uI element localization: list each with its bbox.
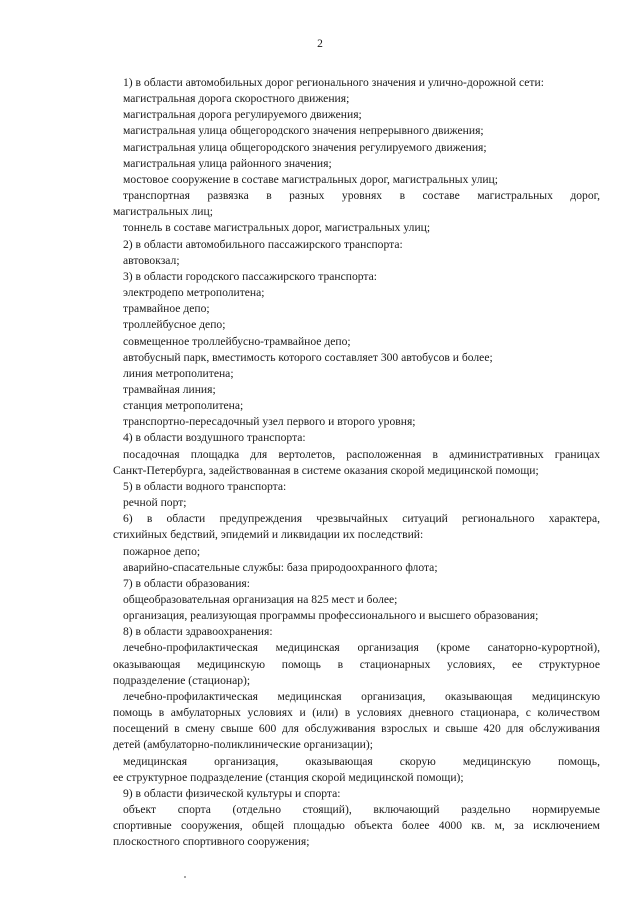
text-line: станция метрополитена; <box>123 399 244 413</box>
text-line: организация, реализующая программы профессионального и высшего образования; <box>123 609 539 623</box>
text-line: трамвайное депо; <box>123 302 210 316</box>
text-line: 6) в области предупреждения чрезвычайных ситуаций регионального характера, <box>123 512 600 526</box>
text-line: помощь в амбулаторных условиях и (или) в условиях дневного стационара, с количеством <box>113 706 600 720</box>
text-line: медицинская организация, оказывающая скорую медицинскую помощь, <box>123 754 600 768</box>
text-line: электродепо метрополитена; <box>123 286 265 300</box>
text-line: магистральная улица районного значения; <box>123 156 332 170</box>
text-line: магистральная дорога регулируемого движения; <box>123 108 362 122</box>
text-line: речной порт; <box>123 496 187 510</box>
text-line: транспортная развязка в разных уровнях в составе магистральных дорог, <box>123 189 600 203</box>
text-line: магистральная улица общегородского значения непрерывного движения; <box>123 124 484 138</box>
text-line: автобусный парк, вместимость которого составляет 300 автобусов и более; <box>123 350 493 364</box>
text-line: лечебно-профилактическая медицинская организация (кроме санаторно-курортной), <box>123 641 600 655</box>
text-line: лечебно-профилактическая медицинская организация, оказывающая медицинскую <box>123 689 600 703</box>
text-line: 1) в области автомобильных дорог регионального значения и улично-дорожной сети: <box>123 76 544 89</box>
text-line: детей (амбулаторно-поликлинические организации); <box>113 738 373 752</box>
text-line: 7) в области образования: <box>123 576 250 590</box>
text-line: ее структурное подразделение (станция скорой медицинской помощи); <box>113 770 464 784</box>
text-line: 2) в области автомобильного пассажирского транспорта: <box>123 237 403 251</box>
document-body <box>113 75 600 851</box>
text-line: мостовое сооружение в составе магистральных дорог, магистральных улиц; <box>123 172 498 186</box>
text-line: 8) в области здравоохранения: <box>123 625 273 639</box>
text-line: 4) в области воздушного транспорта: <box>123 431 306 445</box>
text-line: плоскостного спортивного сооружения; <box>113 835 310 849</box>
text-line: спортивные сооружения, общей площадью объекта более 4000 кв. м, за исключением <box>113 819 600 833</box>
text-line: посещений в смену свыше 600 для обслуживания взрослых и свыше 420 для обслуживания <box>113 722 600 736</box>
text-line: Санкт-Петербурга, задействованная в системе оказания скорой медицинской помощи; <box>113 463 539 477</box>
page-number: 2 <box>317 38 323 50</box>
text-line: магистральная дорога скоростного движения; <box>123 92 350 106</box>
text-line: стихийных бедствий, эпидемий и ликвидации их последствий: <box>113 528 424 542</box>
text-line: аварийно-спасательные службы: база природоохранного флота; <box>123 560 438 574</box>
text-line: трамвайная линия; <box>123 382 216 396</box>
text-line: магистральная улица общегородского значения регулируемого движения; <box>123 140 487 154</box>
text-line: объект спорта (отдельно стоящий), включающий раздельно нормируемые <box>123 803 600 817</box>
text-line: 3) в области городского пассажирского транспорта: <box>123 269 377 283</box>
text-line: магистральных лиц; <box>113 205 213 219</box>
text-line: 9) в области физической культуры и спорта: <box>123 786 341 800</box>
text-line: пожарное депо; <box>123 544 201 558</box>
text-line: 5) в области водного транспорта: <box>123 479 287 493</box>
text-line: транспортно-пересадочный узел первого и второго уровня; <box>123 415 416 429</box>
scan-artifact-dot <box>184 876 186 878</box>
text-line: линия метрополитена; <box>123 366 234 380</box>
text-line: автовокзал; <box>123 253 180 267</box>
text-line: троллейбусное депо; <box>123 318 226 332</box>
text-line: совмещенное троллейбусно-трамвайное депо; <box>123 334 351 348</box>
text-line: посадочная площадка для вертолетов, расположенная в административных границах <box>123 447 600 461</box>
text-line: общеобразовательная организация на 825 мест и более; <box>123 593 398 606</box>
text-line: подразделение (стационар); <box>113 673 251 687</box>
text-line: оказывающая медицинскую помощь в стационарных условиях, ее структурное <box>113 657 600 671</box>
text-line: тоннель в составе магистральных дорог, магистральных улиц; <box>123 221 431 235</box>
